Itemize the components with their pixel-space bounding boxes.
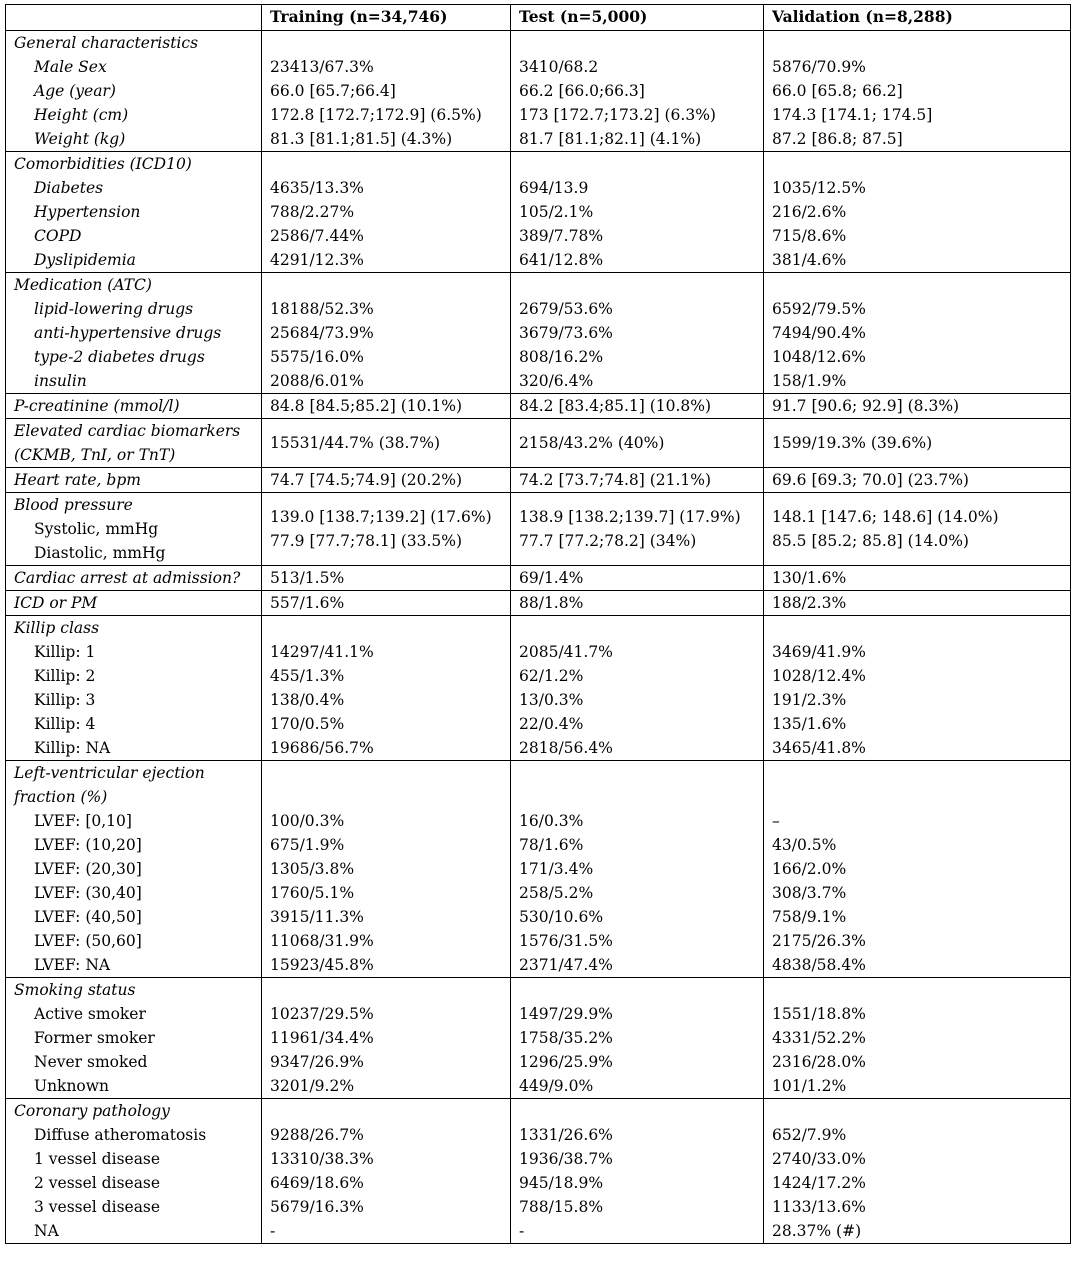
row-label: Unknown bbox=[34, 1077, 110, 1095]
cell-value: 10237/29.5% bbox=[270, 1005, 374, 1023]
cell-value: 1497/29.9% bbox=[519, 1005, 613, 1023]
section-train-cell bbox=[262, 273, 511, 394]
section-test-cell bbox=[511, 152, 764, 273]
cell-value: 174.3 [174.1; 174.5] bbox=[772, 106, 933, 124]
cell-value: 191/2.3% bbox=[772, 691, 847, 709]
cell-value: 91.7 [90.6; 92.9] (8.3%) bbox=[772, 397, 960, 415]
row-label: Diffuse atheromatosis bbox=[34, 1126, 207, 1144]
cell-value: 9347/26.9% bbox=[270, 1053, 364, 1071]
section-title: Comorbidities (ICD10) bbox=[14, 155, 192, 173]
cell-value: 135/1.6% bbox=[772, 715, 847, 733]
cell-value: 15923/45.8% bbox=[270, 956, 374, 974]
spacer-line bbox=[519, 31, 755, 55]
section-test-cell bbox=[511, 273, 764, 394]
cell-value: 557/1.6% bbox=[270, 594, 345, 612]
section-val-cell bbox=[764, 761, 1071, 978]
row-label: lipid-lowering drugs bbox=[34, 300, 194, 318]
section-val-cell bbox=[764, 273, 1071, 394]
spacer-line bbox=[519, 785, 755, 809]
cell-value: 25684/73.9% bbox=[270, 324, 374, 342]
row-test-cell bbox=[511, 468, 764, 493]
cell-value: 694/13.9 bbox=[519, 179, 589, 197]
cell-value: 758/9.1% bbox=[772, 908, 847, 926]
cell-value: 5876/70.9% bbox=[772, 58, 866, 76]
cell-value: 19686/56.7% bbox=[270, 739, 374, 757]
row-label: Diabetes bbox=[34, 179, 104, 197]
header-row bbox=[6, 5, 1071, 31]
cell-value: 2679/53.6% bbox=[519, 300, 613, 318]
cell-value: 3201/9.2% bbox=[270, 1077, 355, 1095]
cell-value: 77.9 [77.7;78.1] (33.5%) bbox=[270, 532, 463, 550]
row-cardiac_arrest bbox=[6, 566, 1071, 591]
spacer-line bbox=[772, 152, 1062, 176]
cell-value: 158/1.9% bbox=[772, 372, 847, 390]
section-label-cell bbox=[6, 978, 262, 1099]
cell-value: 2088/6.01% bbox=[270, 372, 364, 390]
cell-value: 216/2.6% bbox=[772, 203, 847, 221]
cell-value: 105/2.1% bbox=[519, 203, 594, 221]
section-label-cell bbox=[6, 493, 262, 566]
row-label: Dyslipidemia bbox=[34, 251, 136, 269]
section-label-cell bbox=[6, 152, 262, 273]
row-label: insulin bbox=[34, 372, 87, 390]
cell-value: 69/1.4% bbox=[519, 569, 584, 587]
row-label: LVEF: (30,40] bbox=[34, 884, 142, 902]
row-label: COPD bbox=[34, 227, 82, 245]
cell-value: 81.3 [81.1;81.5] (4.3%) bbox=[270, 130, 453, 148]
cell-value: 5575/16.0% bbox=[270, 348, 364, 366]
row-biomarkers bbox=[6, 419, 1071, 468]
section-train-cell bbox=[262, 31, 511, 152]
section-test-cell bbox=[511, 616, 764, 761]
section-label-cell bbox=[6, 31, 262, 152]
spacer-line bbox=[772, 31, 1062, 55]
cell-value: 308/3.7% bbox=[772, 884, 847, 902]
cell-value: 715/8.6% bbox=[772, 227, 847, 245]
cell-value: 138.9 [138.2;139.7] (17.9%) bbox=[519, 508, 741, 526]
section-train-cell bbox=[262, 1099, 511, 1244]
section-title: Killip class bbox=[14, 619, 100, 637]
cell-value: 170/0.5% bbox=[270, 715, 345, 733]
row-label-cell bbox=[6, 591, 262, 616]
section-lvef bbox=[6, 761, 1071, 978]
cell-value: 2316/28.0% bbox=[772, 1053, 866, 1071]
cell-value: 4635/13.3% bbox=[270, 179, 364, 197]
header-validation: Validation (n=8,288) bbox=[764, 5, 1071, 31]
section-medication bbox=[6, 273, 1071, 394]
cell-value: 81.7 [81.1;82.1] (4.1%) bbox=[519, 130, 702, 148]
row-test-cell bbox=[511, 566, 764, 591]
cell-value: 62/1.2% bbox=[519, 667, 584, 685]
section-title: Coronary pathology bbox=[14, 1102, 170, 1120]
row-label: Killip: NA bbox=[34, 739, 111, 757]
cell-value: 148.1 [147.6; 148.6] (14.0%) bbox=[772, 508, 999, 526]
spacer-line bbox=[772, 978, 1062, 1002]
cell-value: 9288/26.7% bbox=[270, 1126, 364, 1144]
row-train-cell bbox=[262, 394, 511, 419]
spacer-line bbox=[772, 616, 1062, 640]
row-label: Former smoker bbox=[34, 1029, 155, 1047]
table-body bbox=[6, 31, 1071, 1244]
cell-value: 23413/67.3% bbox=[270, 58, 374, 76]
cell-value: 130/1.6% bbox=[772, 569, 847, 587]
cell-value: 1936/38.7% bbox=[519, 1150, 613, 1168]
cell-value: 74.7 [74.5;74.9] (20.2%) bbox=[270, 471, 463, 489]
row-val-cell bbox=[764, 394, 1071, 419]
cell-value: 320/6.4% bbox=[519, 372, 594, 390]
spacer-line bbox=[270, 978, 502, 1002]
spacer-line bbox=[772, 761, 1062, 785]
cell-value: 4331/52.2% bbox=[772, 1029, 866, 1047]
section-test-cell bbox=[511, 1099, 764, 1244]
row-val-cell bbox=[764, 591, 1071, 616]
section-label-cell bbox=[6, 616, 262, 761]
cell-value: 11068/31.9% bbox=[270, 932, 374, 950]
cell-value: 87.2 [86.8; 87.5] bbox=[772, 130, 903, 148]
spacer-line bbox=[772, 1099, 1062, 1123]
row-train-cell bbox=[262, 566, 511, 591]
section-val-cell bbox=[764, 31, 1071, 152]
row-label: Killip: 4 bbox=[34, 715, 96, 733]
row-label: Hypertension bbox=[34, 203, 141, 221]
cell-value: 101/1.2% bbox=[772, 1077, 847, 1095]
section-general bbox=[6, 31, 1071, 152]
row-label: Cardiac arrest at admission? bbox=[14, 569, 241, 587]
cell-value: 66.0 [65.7;66.4] bbox=[270, 82, 396, 100]
cell-value: 85.5 [85.2; 85.8] (14.0%) bbox=[772, 532, 969, 550]
cell-value: 15531/44.7% (38.7%) bbox=[270, 434, 441, 452]
row-test-cell bbox=[511, 591, 764, 616]
bp-val-cell bbox=[764, 493, 1071, 566]
row-label: 3 vessel disease bbox=[34, 1198, 161, 1216]
row-label: LVEF: (20,30] bbox=[34, 860, 142, 878]
spacer-line bbox=[772, 785, 1062, 809]
section-val-cell bbox=[764, 978, 1071, 1099]
row-heart_rate bbox=[6, 468, 1071, 493]
row-train-cell bbox=[262, 419, 511, 468]
cell-value: 1424/17.2% bbox=[772, 1174, 866, 1192]
section-title: fraction (%) bbox=[14, 788, 108, 806]
cell-value: 1028/12.4% bbox=[772, 667, 866, 685]
cell-value: 100/0.3% bbox=[270, 812, 345, 830]
section-train-cell bbox=[262, 616, 511, 761]
cell-value: 84.8 [84.5;85.2] (10.1%) bbox=[270, 397, 463, 415]
cell-value: 3469/41.9% bbox=[772, 643, 866, 661]
cell-value: 7494/90.4% bbox=[772, 324, 866, 342]
spacer-line bbox=[270, 31, 502, 55]
row-label: Weight (kg) bbox=[34, 130, 126, 148]
cell-value: - bbox=[519, 1222, 525, 1240]
cell-value: 43/0.5% bbox=[772, 836, 837, 854]
cell-value: 513/1.5% bbox=[270, 569, 345, 587]
section-val-cell bbox=[764, 152, 1071, 273]
section-title: Left-ventricular ejection bbox=[14, 764, 205, 782]
cell-value: 3679/73.6% bbox=[519, 324, 613, 342]
spacer-line bbox=[519, 152, 755, 176]
cell-value: 138/0.4% bbox=[270, 691, 345, 709]
row-label: LVEF: [0,10] bbox=[34, 812, 132, 830]
section-val-cell bbox=[764, 616, 1071, 761]
row-creatinine bbox=[6, 394, 1071, 419]
spacer-line bbox=[270, 152, 502, 176]
section-comorbidities bbox=[6, 152, 1071, 273]
cell-value: 389/7.78% bbox=[519, 227, 604, 245]
row-label: Male Sex bbox=[34, 58, 107, 76]
cell-value: 1133/13.6% bbox=[772, 1198, 866, 1216]
cell-value: 78/1.6% bbox=[519, 836, 584, 854]
row-label: Active smoker bbox=[34, 1005, 146, 1023]
row-label: LVEF: (50,60] bbox=[34, 932, 142, 950]
row-label: Killip: 2 bbox=[34, 667, 96, 685]
cell-value: 166/2.0% bbox=[772, 860, 847, 878]
cell-value: 1305/3.8% bbox=[270, 860, 355, 878]
row-label: P-creatinine (mmol/l) bbox=[14, 397, 180, 415]
row-icd_pm bbox=[6, 591, 1071, 616]
row-label: Systolic, mmHg bbox=[34, 520, 159, 538]
row-label: (CKMB, TnI, or TnT) bbox=[14, 446, 176, 464]
cell-value: 1760/5.1% bbox=[270, 884, 355, 902]
row-label: Diastolic, mmHg bbox=[34, 544, 166, 562]
spacer-line bbox=[270, 785, 502, 809]
spacer-line bbox=[519, 978, 755, 1002]
row-label: LVEF: (10,20] bbox=[34, 836, 142, 854]
row-label: Killip: 1 bbox=[34, 643, 96, 661]
row-label: LVEF: NA bbox=[34, 956, 111, 974]
cell-value: 18188/52.3% bbox=[270, 300, 374, 318]
cell-value: 641/12.8% bbox=[519, 251, 604, 269]
cell-value: 449/9.0% bbox=[519, 1077, 594, 1095]
cell-value: 808/16.2% bbox=[519, 348, 604, 366]
section-title: Blood pressure bbox=[14, 496, 133, 514]
cell-value: 788/15.8% bbox=[519, 1198, 604, 1216]
row-label: 1 vessel disease bbox=[34, 1150, 161, 1168]
cell-value: 13310/38.3% bbox=[270, 1150, 374, 1168]
cell-value: - bbox=[270, 1222, 276, 1240]
cell-value: 3410/68.2 bbox=[519, 58, 599, 76]
section-title: Medication (ATC) bbox=[14, 276, 152, 294]
cell-value: 652/7.9% bbox=[772, 1126, 847, 1144]
row-test-cell bbox=[511, 419, 764, 468]
cell-value: 4838/58.4% bbox=[772, 956, 866, 974]
header-test: Test (n=5,000) bbox=[511, 5, 764, 31]
section-label-cell bbox=[6, 761, 262, 978]
characteristics-table bbox=[5, 4, 1071, 1244]
row-val-cell bbox=[764, 468, 1071, 493]
cell-value: 6469/18.6% bbox=[270, 1174, 364, 1192]
cell-value: 3465/41.8% bbox=[772, 739, 866, 757]
cell-value: 1048/12.6% bbox=[772, 348, 866, 366]
cell-value: 2371/47.4% bbox=[519, 956, 613, 974]
cell-value: 1576/31.5% bbox=[519, 932, 613, 950]
spacer-line bbox=[270, 273, 502, 297]
cell-value: 455/1.3% bbox=[270, 667, 345, 685]
cell-value: 2175/26.3% bbox=[772, 932, 866, 950]
header-training: Training (n=34,746) bbox=[262, 5, 511, 31]
row-label: Heart rate, bpm bbox=[14, 471, 141, 489]
cell-value: 88/1.8% bbox=[519, 594, 584, 612]
section-label-cell bbox=[6, 1099, 262, 1244]
cell-value: 173 [172.7;173.2] (6.3%) bbox=[519, 106, 716, 124]
row-label: Age (year) bbox=[34, 82, 116, 100]
cell-value: 84.2 [83.4;85.1] (10.8%) bbox=[519, 397, 712, 415]
cell-value: 6592/79.5% bbox=[772, 300, 866, 318]
section-test-cell bbox=[511, 978, 764, 1099]
cell-value: 675/1.9% bbox=[270, 836, 345, 854]
section-val-cell bbox=[764, 1099, 1071, 1244]
cell-value: 258/5.2% bbox=[519, 884, 594, 902]
cell-value: 66.0 [65.8; 66.2] bbox=[772, 82, 903, 100]
bp-train-cell bbox=[262, 493, 511, 566]
cell-value: 74.2 [73.7;74.8] (21.1%) bbox=[519, 471, 712, 489]
cell-value: 13/0.3% bbox=[519, 691, 584, 709]
cell-value: 171/3.4% bbox=[519, 860, 594, 878]
cell-value: 530/10.6% bbox=[519, 908, 604, 926]
section-smoking bbox=[6, 978, 1071, 1099]
header-label-col bbox=[6, 5, 262, 31]
row-label: ICD or PM bbox=[14, 594, 98, 612]
cell-value: 3915/11.3% bbox=[270, 908, 364, 926]
cell-value: 1296/25.9% bbox=[519, 1053, 613, 1071]
row-label-cell bbox=[6, 419, 262, 468]
cell-value: 11961/34.4% bbox=[270, 1029, 374, 1047]
cell-value: 172.8 [172.7;172.9] (6.5%) bbox=[270, 106, 482, 124]
row-test-cell bbox=[511, 394, 764, 419]
row-label: anti-hypertensive drugs bbox=[34, 324, 222, 342]
cell-value: 1551/18.8% bbox=[772, 1005, 866, 1023]
section-test-cell bbox=[511, 31, 764, 152]
row-label: Height (cm) bbox=[34, 106, 129, 124]
spacer-line bbox=[519, 273, 755, 297]
spacer-line bbox=[519, 616, 755, 640]
section-title: General characteristics bbox=[14, 34, 199, 52]
cell-value: 788/2.27% bbox=[270, 203, 355, 221]
section-blood-pressure bbox=[6, 493, 1071, 566]
cell-value: 2586/7.44% bbox=[270, 227, 364, 245]
spacer-line bbox=[772, 273, 1062, 297]
row-label-cell bbox=[6, 394, 262, 419]
row-label: type-2 diabetes drugs bbox=[34, 348, 205, 366]
section-train-cell bbox=[262, 978, 511, 1099]
cell-value: 28.37% (#) bbox=[772, 1222, 862, 1240]
cell-value: 5679/16.3% bbox=[270, 1198, 364, 1216]
cell-value: 1035/12.5% bbox=[772, 179, 866, 197]
section-coronary bbox=[6, 1099, 1071, 1244]
cell-value: 16/0.3% bbox=[519, 812, 584, 830]
row-label: LVEF: (40,50] bbox=[34, 908, 142, 926]
cell-value: 381/4.6% bbox=[772, 251, 847, 269]
cell-value: 2740/33.0% bbox=[772, 1150, 866, 1168]
cell-value: 2158/43.2% (40%) bbox=[519, 434, 665, 452]
spacer-line bbox=[270, 616, 502, 640]
cell-value: 4291/12.3% bbox=[270, 251, 364, 269]
cell-value: 139.0 [138.7;139.2] (17.6%) bbox=[270, 508, 492, 526]
cell-value: 188/2.3% bbox=[772, 594, 847, 612]
cell-value: – bbox=[772, 812, 780, 830]
row-val-cell bbox=[764, 566, 1071, 591]
bp-test-cell bbox=[511, 493, 764, 566]
section-killip bbox=[6, 616, 1071, 761]
cell-value: 2818/56.4% bbox=[519, 739, 613, 757]
section-train-cell bbox=[262, 761, 511, 978]
spacer-line bbox=[270, 1099, 502, 1123]
row-label: Killip: 3 bbox=[34, 691, 96, 709]
section-test-cell bbox=[511, 761, 764, 978]
row-train-cell bbox=[262, 468, 511, 493]
row-label: NA bbox=[34, 1222, 59, 1240]
cell-value: 22/0.4% bbox=[519, 715, 584, 733]
row-train-cell bbox=[262, 591, 511, 616]
section-label-cell bbox=[6, 273, 262, 394]
row-label-cell bbox=[6, 468, 262, 493]
row-label: Never smoked bbox=[34, 1053, 148, 1071]
cell-value: 2085/41.7% bbox=[519, 643, 613, 661]
cell-value: 945/18.9% bbox=[519, 1174, 604, 1192]
section-train-cell bbox=[262, 152, 511, 273]
spacer-line bbox=[519, 1099, 755, 1123]
row-label: Elevated cardiac biomarkers bbox=[14, 422, 241, 440]
cell-value: 14297/41.1% bbox=[270, 643, 374, 661]
spacer-line bbox=[519, 761, 755, 785]
cell-value: 66.2 [66.0;66.3] bbox=[519, 82, 645, 100]
section-title: Smoking status bbox=[14, 981, 136, 999]
cell-value: 77.7 [77.2;78.2] (34%) bbox=[519, 532, 697, 550]
cell-value: 1758/35.2% bbox=[519, 1029, 613, 1047]
row-val-cell bbox=[764, 419, 1071, 468]
row-label: 2 vessel disease bbox=[34, 1174, 161, 1192]
spacer-line bbox=[270, 761, 502, 785]
cell-value: 1331/26.6% bbox=[519, 1126, 613, 1144]
cell-value: 69.6 [69.3; 70.0] (23.7%) bbox=[772, 471, 969, 489]
row-label-cell bbox=[6, 566, 262, 591]
cell-value: 1599/19.3% (39.6%) bbox=[772, 434, 933, 452]
